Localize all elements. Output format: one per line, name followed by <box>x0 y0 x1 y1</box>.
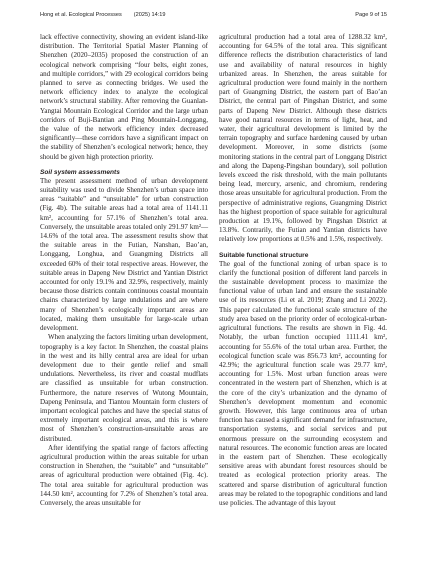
left-column <box>40 33 208 508</box>
section-heading-functional-structure: Suitable functional structure <box>219 251 309 259</box>
journal-name: Hong et al. Ecological Processes <box>40 12 122 18</box>
paragraph-urban-suitability: The present assessment method of urban development suitability was used to divide Shenzhen’s urban space into areas “suitable” and “unsuitable” for urban construction (Fig. 4b). The suitable areas had a total area of 1141.11 km², accounting for 57.1% of Shenzhen’s total area. Conversely, the unsuitable areas totaled only 291.97 km²—14.6% of the total area. The assessment results show that the suitable areas in the Futian, Nanshan, Bao’an, Longgang, Longhua, and Guangming Districts all exceeded 60% of their total respective areas. However, the suitable areas in Dapeng New District and Yantian District accounted for only 19.1% and 32.9%, respectively, mainly because those districts contain continuous coastal mountain chains characterized by large undulations and are where many of Shenzhen’s ecologically important areas are located, making them unsuitable for large-scale urban development. <box>40 176 208 333</box>
article-citation: (2025) 14:19 <box>133 12 166 18</box>
header-journal-citation <box>40 12 166 18</box>
paragraph-network-corridors: lack effective connectivity, showing an evident island-like distribution. The Territorial Spatial Master Planning of Shenzhen (2020–2035) proposed the construction of an ecological network comprising “four belts, eight zones, and multiple corridors,” with 29 ecological corridors being planned to serve as connecting bridges. We used the network efficiency index to analyze the ecological network’s structural stability. After removing the Guanlan-Yangtai Mountain Ecological Corridor and the large urban corridors of Buji-Bantian and Ping Mountain-Longgang, the value of the network efficiency index decreased significantly—these corridors have a significant impact on the stability of Shenzhen’s ecological network; hence, they should be given high protection priority. <box>40 33 208 161</box>
running-header <box>40 12 387 22</box>
paragraph-functional-zoning: The goal of the functional zoning of urban space is to clarify the functional position of different land parcels in the sustainable development process to maximize the functional value of urban land and ensure the sustainable use of its resources (Li et al. 2019; Zhang and Li 2022). This paper calculated the functional scale structure of the study area based on the priority order of ecological-urban-agricultural functions. The results are shown in Fig. 4d. Notably, the urban function occupied 1111.41 km², accounting for 55.6% of the total urban area. Further, the ecological function scale was 856.73 km², accounting for 42.9%; the agricultural function scale was 29.77 km², accounting for 1.5%. Most urban function areas were concentrated in the western part of Shenzhen, which is at the core of the city’s urbanization and the dynamo of Shenzhen’s development momentum and economic growth. However, this large continuous area of urban function has caused a significant demand for infrastructure, transportation systems, and social services and put enormous pressure on the surrounding ecosystem and natural resources. The economic function areas are located in the eastern part of Shenzhen. These ecologically sensitive areas with abundant forest resources should be treated as ecological protection priority areas. The scattered and sparse distribution of agricultural function areas may be related to the topographic conditions and land use policies. The advantage of this layout <box>219 259 387 507</box>
paragraph-limiting-factors: When analyzing the factors limiting urban development, topography is a key factor. In Shenzhen, the coastal plains in the west and its hilly central area are ideal for urban development due to their gentle relief and small undulations. Nevertheless, its river and coastal mudflats are classified as unsuitable for urban construction. Furthermore, the nature reserves of Wutong Mountain, Dapeng Peninsula, and Tiantou Mountain form clusters of important ecological patches and have the special status of extremely important ecological areas, and this is where most of Shenzhen’s construction-unsuitable areas are distributed. <box>40 333 208 443</box>
page-number: Page 9 of 15 <box>355 12 387 18</box>
paragraph-agricultural-distribution: agricultural production had a total area of 1288.32 km², accounting for 64.5% of the total area. This significant difference reflects the distribution characteristics of land use and availability of natural resources in highly urbanized areas. In Shenzhen, the areas suitable for agricultural production were found mainly in the northern part of Guangming District, the eastern part of Bao’an District, the central part of Pingshan District, and some parts of Dapeng New District. Although these districts have good natural resources in terms of light, heat, and water, their agricultural development is limited by the terrain topography and surface hardening caused by urban development. Moreover, in some districts (some monitoring stations in the central part of Longgang District and along the Dapeng-Pingshan boundary), soil pollution levels exceed the risk threshold, with the main pollutants being lead, mercury, arsenic, and chromium, rendering those areas unsuitable for agricultural production. From the perspective of administrative regions, Guangming District has the highest proportion of space suitable for agricultural production at 19.1%, followed by Pingshan District at 13.8%. Contrarily, the Futian and Yantian districts have relatively low proportions at 0.5% and 1.5%, respectively. <box>219 33 387 244</box>
section-heading-soil-system: Soil system assessments <box>40 168 120 176</box>
paragraph-agricultural-areas: After identifying the spatial range of factors affecting agricultural production within the areas suitable for urban construction in Shenzhen, the “suitable” and “unsuitable” areas of agricultural production were obtained (Fig. 4c). The total area suitable for agricultural production was 144.50 km², accounting for 7.2% of Shenzhen’s total area. Conversely, the areas unsuitable for <box>40 443 208 507</box>
right-column <box>219 33 387 508</box>
